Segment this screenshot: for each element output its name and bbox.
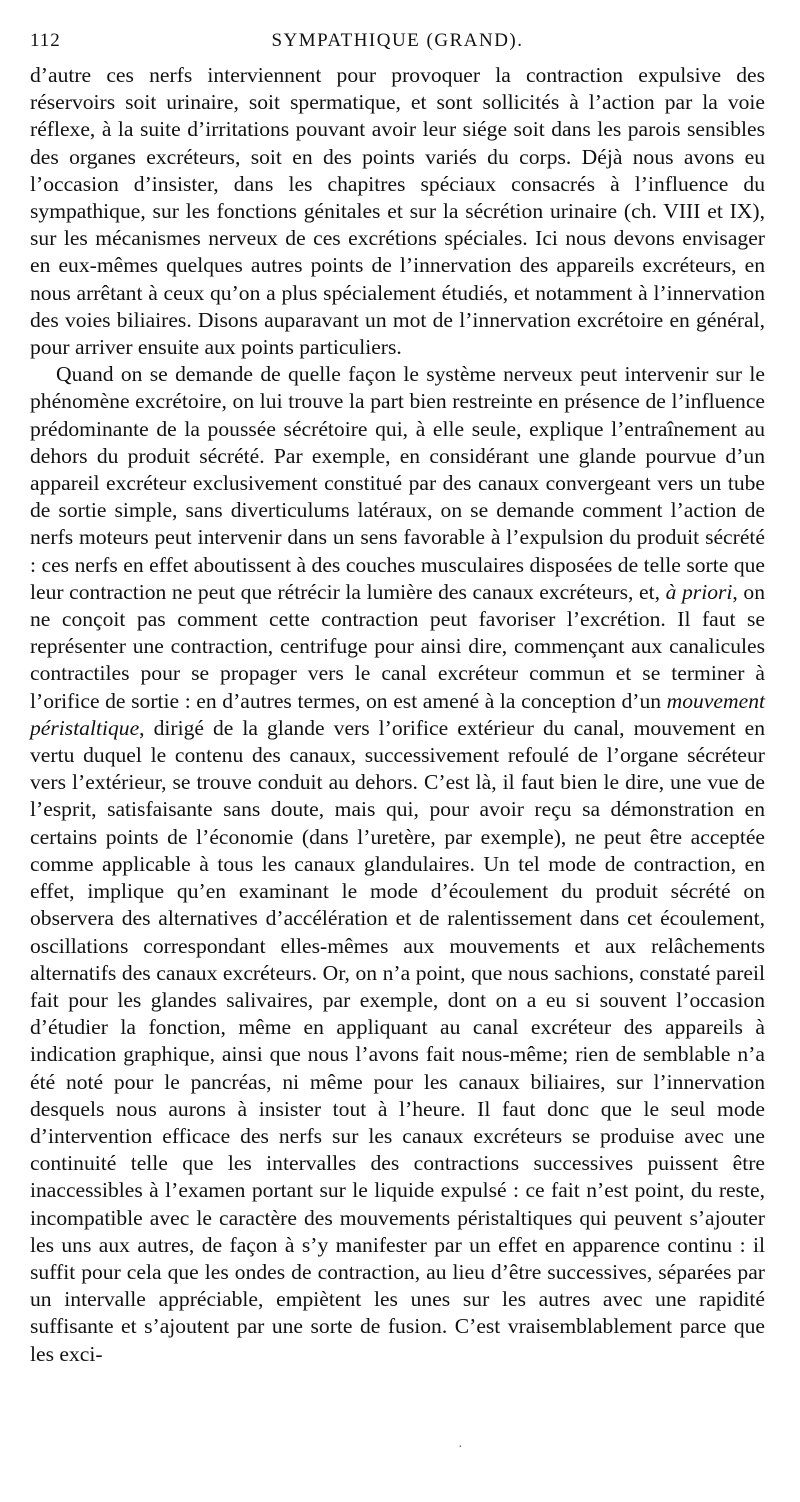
running-title: SYMPATHIQUE (GRAND).: [271, 30, 524, 51]
ink-speck: ·: [458, 1440, 463, 1455]
text-segment: , dirigé de la glande vers l’orifice extérieur du canal, mouvement en vertu duquel le contenu des canaux, successivement refoulé de l’organe sécréteur vers l’extérieur, se trouve conduit au dehors. C’est là, il faut bien le dire, une vue de l’esprit, satisfaisante sans doute, mais qui, pour avoir reçu sa démonstration en certains points de l’économie (dans l’uretère, par exemple), ne peut être acceptée comme applicable à tous les canaux glandulaires. Un tel mode de contraction, en effet, implique qu’en examinant le mode d’écoulement du produit sécrété on observera des alternatives d’accélération et de ralentissement dans cet écoulement, oscillations correspondant elles-mêmes aux mouvements et aux relâchements alternatifs des canaux excréteurs. Or, on n’a point, que nous sachions, constaté pareil fait pour les glandes salivaires, par exemple, dont on a eu si souvent l’occasion d’étudier la fonction, même en appliquant au canal excréteur des appareils à indication graphique, ainsi que nous l’avons fait nous-même; rien de semblable n’a été noté pour le pancréas, ni même pour les canaux biliaires, sur l’innervation desquels nous aurons à insister tout à l’heure. Il faut donc que le seul mode d’intervention efficace des nerfs sur les canaux excréteurs se produise avec une continuité telle que les intervalles des contractions successives puissent être inaccessibles à l’examen portant sur le liquide expulsé : ce fait n’est point, du reste, incompatible avec le caractère des mouvements péristaltiques qui peuvent s’ajouter les uns aux autres, de façon à s’y manifester par un effet en apparence continu : il suffit pour cela que les ondes de contraction, au lieu d’être successives, séparées par un intervalle appréciable, empiètent les unes sur les autres avec une rapidité suffisante et s’ajoutent par une sorte de fusion. C’est vraisemblablement parce que les exci-: [30, 715, 765, 1366]
paragraph: [30, 361, 765, 1368]
italic-term-mouvement-peristaltique: mouvement péristaltique: [30, 688, 765, 740]
text-segment: d’autre ces nerfs interviennent pour provoquer la contraction expulsive des réservoirs soit urinaire, soit spermatique, et sont sollicités à l’action par la voie réflexe, à la suite d’irritations pouvant avoir leur siége soit dans les parois sensibles des organes excréteurs, soit en des points variés du corps. Déjà nous avons eu l’occasion d’insister, dans les chapitres spéciaux consacrés à l’influence du sympathique, sur les fonctions génitales et sur la sécrétion urinaire (ch. VIII et IX), sur les mécanismes nerveux de ces excrétions spéciales. Ici nous devons envisager en eux-mêmes quelques autres points de l’innervation des appareils excréteurs, en nous arrêtant à ceux qu’on a plus spécialement étudiés, et notamment à l’innervation des voies biliaires. Disons auparavant un mot de l’innervation excrétoire en général, pour arriver ensuite aux points particuliers.: [30, 63, 765, 360]
body-text: [30, 62, 765, 1368]
document-page: [30, 30, 765, 1368]
italic-term-a-priori: à priori: [665, 579, 733, 604]
text-segment: Quand on se demande de quelle façon le système nerveux peut intervenir sur le phénomène excrétoire, on lui trouve la part bien restreinte en présence de l’influence prédominante de la poussée sécrétoire qui, à elle seule, explique l’entraînement au dehors du produit sécrété. Par exemple, en considérant une glande pourvue d’un appareil excréteur exclusivement constitué par des canaux convergeant vers un tube de sortie simple, sans diverticulums latéraux, on se demande comment l’action de nerfs moteurs peut intervenir dans un sens favorable à l’expulsion du produit sécrété : ces nerfs en effet aboutissent à des couches musculaires disposées de telle sorte que leur contraction ne peut que rétrécir la lumière des canaux excréteurs, et,: [30, 362, 765, 604]
text-segment: , on ne conçoit pas comment cette contraction peut favoriser l’excrétion. Il faut se représenter une contraction, centrifuge pour ainsi dire, commençant aux canalicules contractiles pour se propager vers le canal excréteur commun et se terminer à l’orifice de sortie : en d’autres termes, on est amené à la conception d’un: [30, 579, 766, 713]
page-number: 112: [30, 30, 61, 51]
running-header: [30, 30, 765, 56]
paragraph-continued: [30, 62, 765, 361]
scan-artifacts: [380, 1440, 780, 1470]
